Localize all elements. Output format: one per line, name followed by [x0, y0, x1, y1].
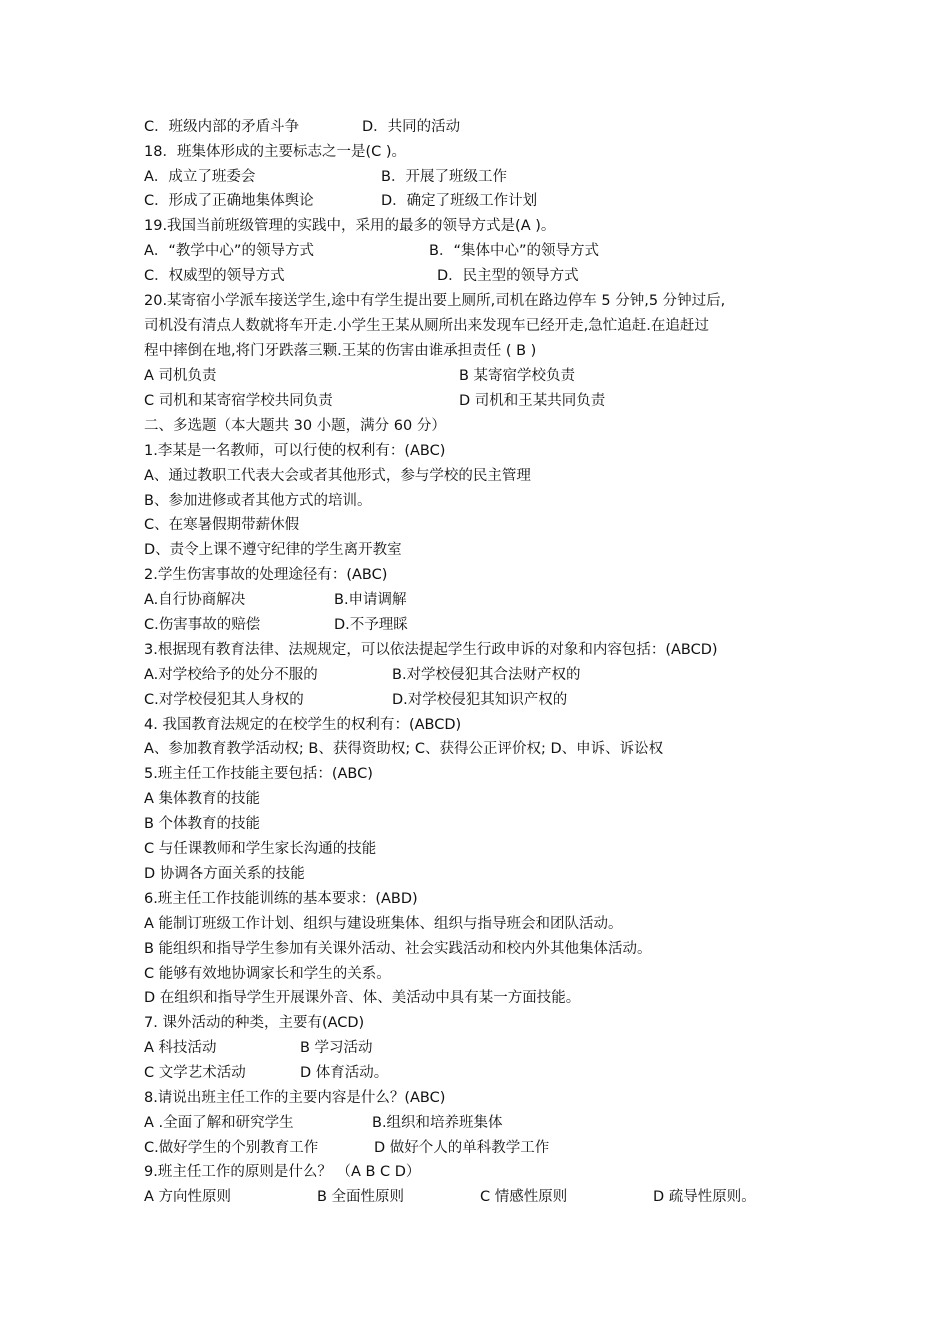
text-segment: 2.学生伤害事故的处理途径有：(ABC): [144, 567, 388, 583]
text-segment: C．形成了正确地集体舆论: [144, 193, 314, 209]
text-segment: A、通过教职工代表大会或者其他形式，参与学校的民主管理: [144, 468, 531, 484]
text-segment: D、责令上课不遵守纪律的学生离开教室: [144, 542, 402, 558]
text-segment: C.做好学生的个别教育工作: [144, 1140, 319, 1156]
text-segment: C.对学校侵犯其人身权的: [144, 692, 304, 708]
text-segment: B 个体教育的技能: [144, 816, 261, 832]
option-segment: B．开展了班级工作: [381, 169, 507, 185]
option-segment: C 情感性原则: [480, 1189, 568, 1205]
option-segment: D 司机和王某共同负责: [459, 393, 606, 409]
option-segment: B 学习活动: [300, 1040, 373, 1056]
text-segment: A．成立了班委会: [144, 169, 256, 185]
text-segment: A.自行协商解决: [144, 592, 246, 608]
text-segment: 1.李某是一名教师，可以行使的权利有：(ABC): [144, 443, 446, 459]
text-segment: 19.我国当前班级管理的实践中，采用的最多的领导方式是(A )。: [144, 218, 556, 234]
option-segment: B 全面性原则: [317, 1189, 405, 1205]
text-segment: 20.某寄宿小学派车接送学生,途中有学生提出要上厕所,司机在路边停车 5 分钟,5 分钟过后,: [144, 293, 726, 309]
option-segment: B.对学校侵犯其合法财产权的: [392, 667, 581, 683]
option-segment: D.不予理睬: [334, 617, 408, 633]
option-segment: B 某寄宿学校负责: [459, 368, 576, 384]
option-segment: B．“集体中心”的领导方式: [429, 243, 599, 259]
text-segment: 司机没有清点人数就将车开走.小学生王某从厕所出来发现车已经开走,急忙追赶.在追赶过: [144, 318, 709, 334]
text-segment: 二、多选题（本大题共 30 小题，满分 60 分）: [144, 418, 446, 434]
option-segment: B.申请调解: [334, 592, 407, 608]
text-segment: 4. 我国教育法规定的在校学生的权利有：(ABCD): [144, 717, 462, 733]
text-segment: D 在组织和指导学生开展课外音、体、美活动中具有某一方面技能。: [144, 990, 581, 1006]
text-segment: 3.根据现有教育法律、法规规定，可以依法提起学生行政申诉的对象和内容包括：(ABCD): [144, 642, 718, 658]
option-segment: D.对学校侵犯其知识产权的: [392, 692, 568, 708]
text-segment: 18．班集体形成的主要标志之一是(C )。: [144, 144, 406, 160]
text-segment: 9.班主任工作的原则是什么？ （A B C D）: [144, 1164, 421, 1180]
text-segment: 5.班主任工作技能主要包括：(ABC): [144, 766, 373, 782]
text-segment: C、在寒暑假期带薪休假: [144, 517, 300, 533]
text-segment: A.对学校给予的处分不服的: [144, 667, 318, 683]
text-segment: D 协调各方面关系的技能: [144, 866, 305, 882]
text-segment: A 能制订班级工作计划、组织与建设班集体、组织与指导班会和团队活动。: [144, 916, 623, 932]
text-segment: C 司机和某寄宿学校共同负责: [144, 393, 333, 409]
option-segment: D．确定了班级工作计划: [381, 193, 538, 209]
text-segment: A、参加教育教学活动权; B、获得资助权; C、获得公正评价权; D、申诉、诉讼权: [144, 741, 664, 757]
text-segment: A 方向性原则: [144, 1189, 232, 1205]
option-segment: D 做好个人的单科教学工作: [374, 1140, 550, 1156]
text-segment: 6.班主任工作技能训练的基本要求：(ABD): [144, 891, 418, 907]
text-segment: C.伤害事故的赔偿: [144, 617, 261, 633]
text-segment: C．班级内部的矛盾斗争: [144, 119, 300, 135]
text-segment: A .全面了解和研究学生: [144, 1115, 294, 1131]
text-segment: C 文学艺术活动: [144, 1065, 246, 1081]
text-segment: 7. 课外活动的种类，主要有(ACD): [144, 1015, 365, 1031]
option-segment: D 疏导性原则。: [653, 1189, 756, 1205]
option-segment: D．民主型的领导方式: [437, 268, 579, 284]
text-segment: B、参加进修或者其他方式的培训。: [144, 493, 372, 509]
text-segment: 程中摔倒在地,将门牙跌落三颗.王某的伤害由谁承担责任 ( B ): [144, 343, 537, 359]
text-segment: C 与任课教师和学生家长沟通的技能: [144, 841, 377, 857]
text-segment: A 集体教育的技能: [144, 791, 261, 807]
text-segment: A．“教学中心”的领导方式: [144, 243, 314, 259]
text-segment: B 能组织和指导学生参加有关课外活动、社会实践活动和校内外其他集体活动。: [144, 941, 652, 957]
text-segment: A 司机负责: [144, 368, 217, 384]
option-segment: D 体育活动。: [300, 1065, 389, 1081]
text-segment: 8.请说出班主任工作的主要内容是什么？(ABC): [144, 1090, 446, 1106]
text-segment: A 科技活动: [144, 1040, 217, 1056]
option-segment: D．共同的活动: [362, 119, 461, 135]
option-segment: B.组织和培养班集体: [372, 1115, 503, 1131]
text-segment: C 能够有效地协调家长和学生的关系。: [144, 966, 391, 982]
text-segment: C．权威型的领导方式: [144, 268, 285, 284]
